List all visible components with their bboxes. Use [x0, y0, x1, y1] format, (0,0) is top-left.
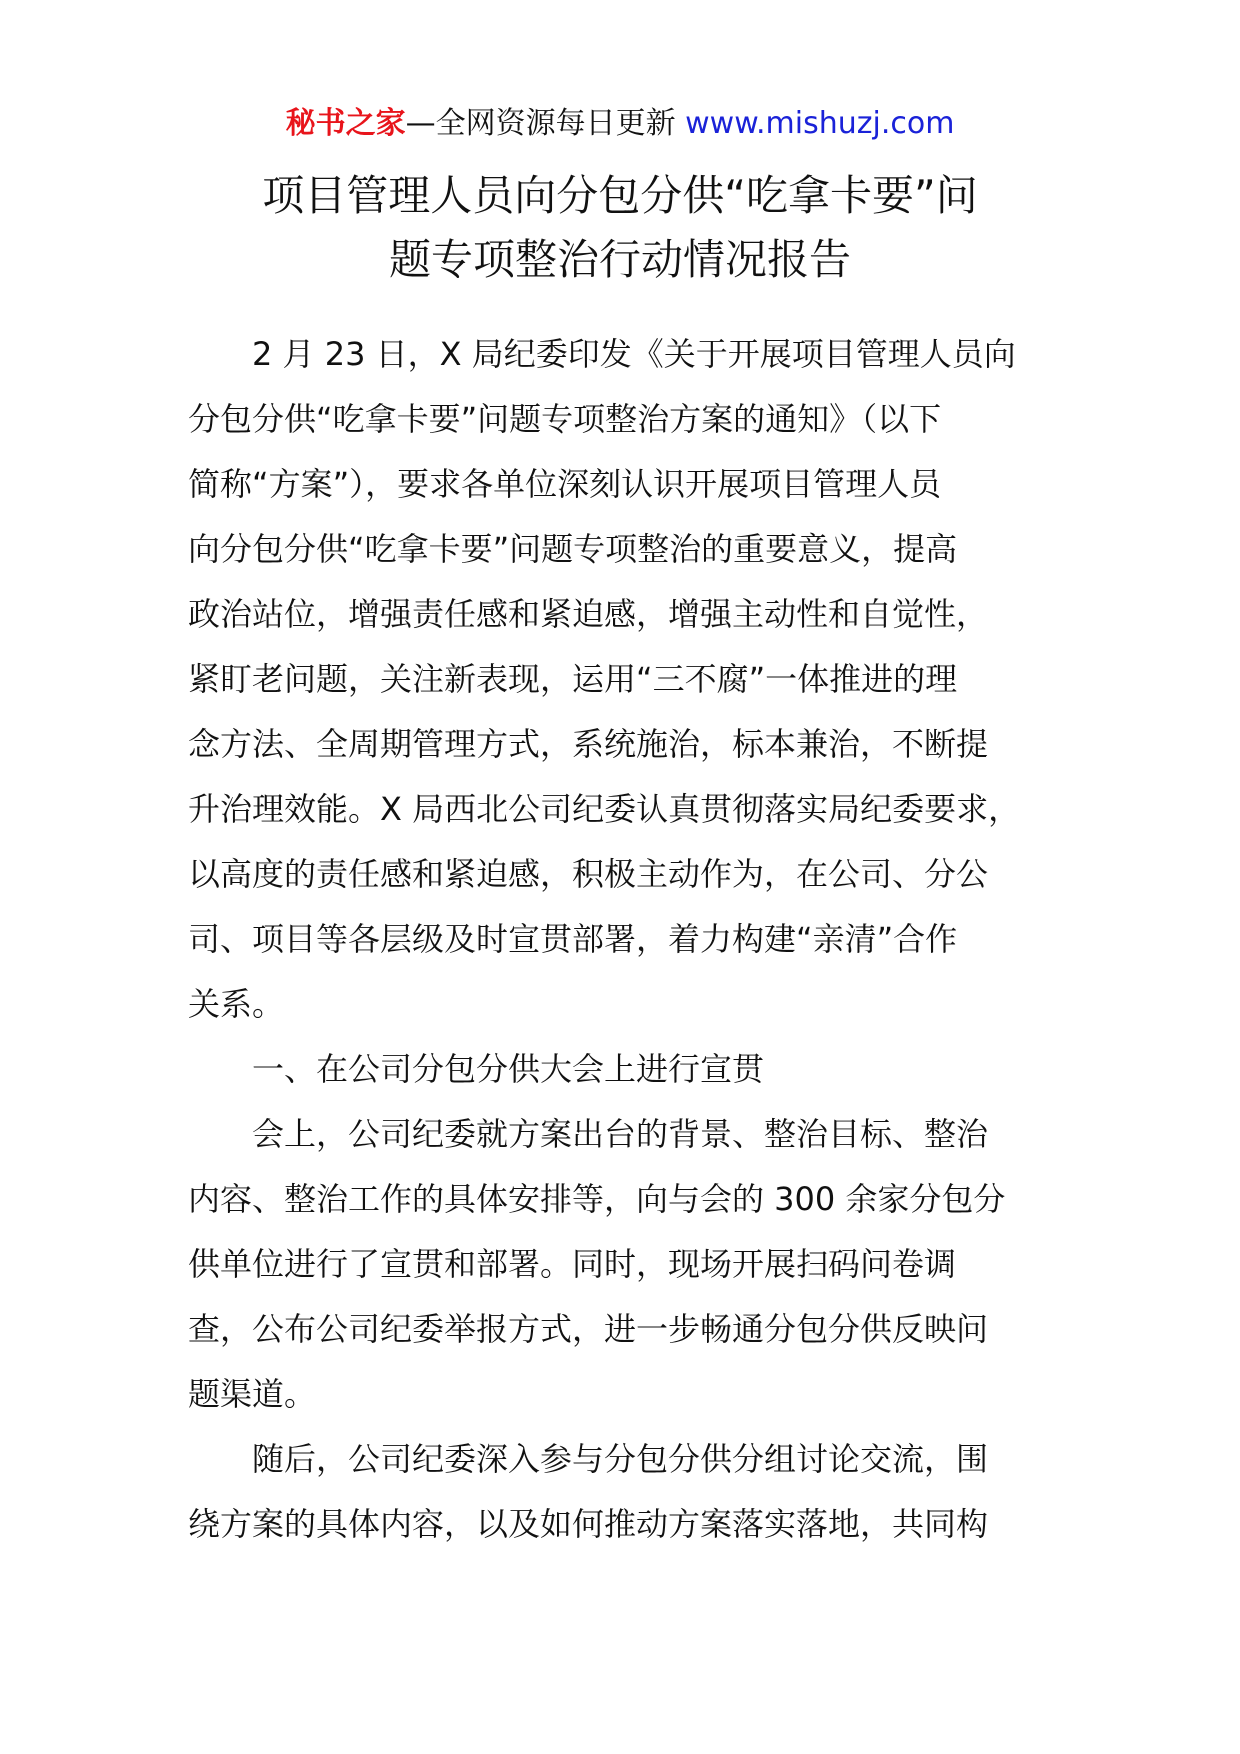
- body-line: 内容、整治工作的具体安排等，向与会的 300 余家分包分: [188, 1180, 1006, 1218]
- body-line: 绕方案的具体内容，以及如何推动方案落实落地，共同构: [188, 1505, 989, 1543]
- body-line: 政治站位，增强责任感和紧迫感，增强主动性和自觉性，: [188, 595, 989, 633]
- body-line: 紧盯老问题，关注新表现，运用“三不腐”一体推进的理: [188, 660, 958, 698]
- body-line: 查，公布公司纪委举报方式，进一步畅通分包分供反映问: [188, 1310, 989, 1348]
- body-line: 2 月 23 日，X 局纪委印发《关于开展项目管理人员向: [188, 335, 1016, 373]
- body-line: 供单位进行了宣贯和部署。同时，现场开展扫码问卷调: [188, 1245, 957, 1283]
- body-line: 念方法、全周期管理方式，系统施治，标本兼治，不断提: [188, 725, 989, 763]
- body-line: 关系。: [188, 985, 285, 1023]
- body-line: 向分包分供“吃拿卡要”问题专项整治的重要意义，提高: [188, 530, 958, 568]
- site-header: [0, 102, 1240, 146]
- header-tagline: —全网资源每日更新: [405, 106, 676, 141]
- body-line: 简称“方案”），要求各单位深刻认识开展项目管理人员: [188, 465, 942, 503]
- document-title-line-1: 项目管理人员向分包分供“吃拿卡要”问: [262, 171, 978, 220]
- body-line: 司、项目等各层级及时宣贯部署，着力构建“亲清”合作: [188, 920, 958, 958]
- document-body: [188, 322, 1058, 1557]
- body-line: 以高度的责任感和紧迫感，积极主动作为，在公司、分公: [188, 855, 989, 893]
- body-line: 一、在公司分包分供大会上进行宣贯: [188, 1050, 765, 1088]
- brand-name: 秘书之家: [285, 106, 406, 141]
- body-line: 升治理效能。X 局西北公司纪委认真贯彻落实局纪委要求，: [188, 790, 1021, 828]
- body-line: 随后，公司纪委深入参与分包分供分组讨论交流，围: [188, 1440, 989, 1478]
- body-line: 题渠道。: [188, 1375, 317, 1413]
- body-line: 分包分供“吃拿卡要”问题专项整治方案的通知》（以下: [188, 400, 942, 438]
- body-line: 会上，公司纪委就方案出台的背景、整治目标、整治: [188, 1115, 989, 1153]
- site-url[interactable]: www.mishuzj.com: [685, 106, 955, 141]
- document-title-line-2: 题专项整治行动情况报告: [388, 235, 851, 284]
